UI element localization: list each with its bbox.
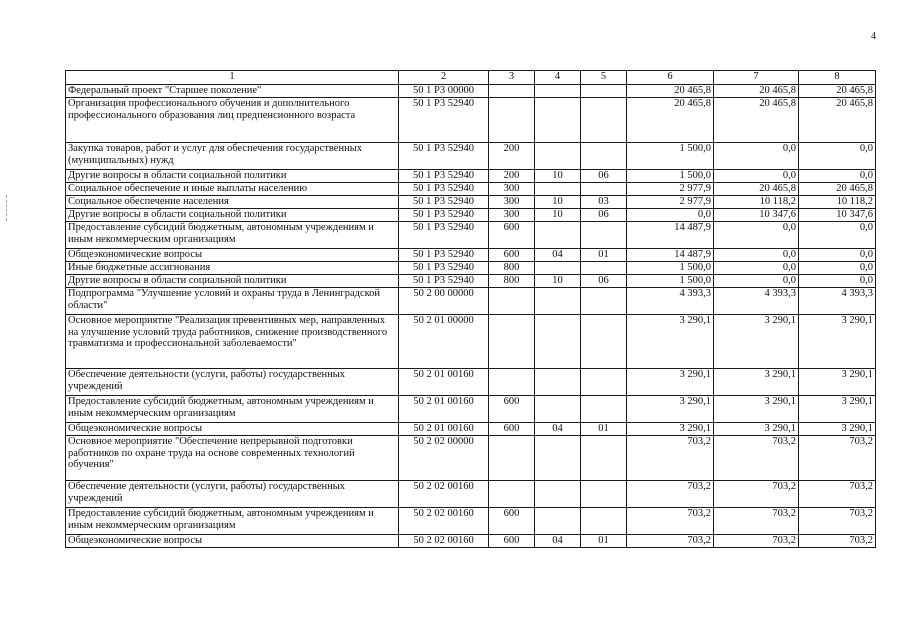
amount-year3-cell: 0,0 — [799, 222, 876, 249]
target-article-cell: 50 1 P3 52940 — [399, 275, 489, 288]
column-header: 6 — [627, 71, 714, 85]
section-cell — [535, 85, 581, 98]
amount-year2-cell: 10 118,2 — [714, 196, 799, 209]
amount-year1-cell: 703,2 — [627, 481, 714, 508]
expense-type-cell: 300 — [489, 183, 535, 196]
target-article-cell: 50 1 P3 52940 — [399, 98, 489, 143]
target-article-cell: 50 1 P3 52940 — [399, 249, 489, 262]
column-header: 8 — [799, 71, 876, 85]
section-cell — [535, 396, 581, 423]
row-name-cell: Иные бюджетные ассигнования — [66, 262, 399, 275]
row-name-cell: Федеральный проект "Старшее поколение" — [66, 85, 399, 98]
section-cell — [535, 369, 581, 396]
column-header: 4 — [535, 71, 581, 85]
section-cell — [535, 262, 581, 275]
expense-type-cell: 800 — [489, 275, 535, 288]
expense-type-cell: 600 — [489, 508, 535, 535]
target-article-cell: 50 1 P3 52940 — [399, 196, 489, 209]
amount-year1-cell: 1 500,0 — [627, 143, 714, 170]
subsection-cell — [581, 98, 627, 143]
row-name-cell: Общеэкономические вопросы — [66, 535, 399, 548]
amount-year3-cell: 0,0 — [799, 249, 876, 262]
row-name-cell: Закупка товаров, работ и услуг для обеспечения государственных (муниципальных) нужд — [66, 143, 399, 170]
table-row — [66, 170, 876, 183]
amount-year2-cell: 4 393,3 — [714, 288, 799, 315]
target-article-cell: 50 1 P3 52940 — [399, 143, 489, 170]
subsection-cell — [581, 369, 627, 396]
subsection-cell — [581, 85, 627, 98]
amount-year2-cell: 10 347,6 — [714, 209, 799, 222]
page-number: 4 — [871, 31, 876, 42]
amount-year2-cell: 703,2 — [714, 508, 799, 535]
table-row — [66, 209, 876, 222]
target-article-cell: 50 2 02 00160 — [399, 508, 489, 535]
table-row — [66, 85, 876, 98]
section-cell — [535, 481, 581, 508]
amount-year2-cell: 703,2 — [714, 436, 799, 481]
amount-year2-cell: 0,0 — [714, 170, 799, 183]
section-cell: 10 — [535, 209, 581, 222]
expense-type-cell: 300 — [489, 196, 535, 209]
amount-year3-cell: 0,0 — [799, 170, 876, 183]
column-header: 7 — [714, 71, 799, 85]
amount-year3-cell: 3 290,1 — [799, 315, 876, 369]
amount-year1-cell: 0,0 — [627, 209, 714, 222]
amount-year1-cell: 703,2 — [627, 436, 714, 481]
amount-year3-cell: 3 290,1 — [799, 396, 876, 423]
amount-year3-cell: 0,0 — [799, 262, 876, 275]
budget-table — [65, 70, 876, 548]
table-row — [66, 222, 876, 249]
amount-year1-cell: 14 487,9 — [627, 249, 714, 262]
amount-year1-cell: 703,2 — [627, 508, 714, 535]
amount-year1-cell: 3 290,1 — [627, 423, 714, 436]
table-row — [66, 396, 876, 423]
section-cell: 04 — [535, 535, 581, 548]
table-row — [66, 275, 876, 288]
subsection-cell: 06 — [581, 170, 627, 183]
subsection-cell — [581, 288, 627, 315]
amount-year1-cell: 2 977,9 — [627, 196, 714, 209]
amount-year3-cell: 0,0 — [799, 275, 876, 288]
target-article-cell: 50 2 00 00000 — [399, 288, 489, 315]
section-cell: 10 — [535, 170, 581, 183]
amount-year1-cell: 3 290,1 — [627, 369, 714, 396]
target-article-cell: 50 1 P3 52940 — [399, 209, 489, 222]
table-row — [66, 508, 876, 535]
amount-year1-cell: 3 290,1 — [627, 315, 714, 369]
amount-year3-cell: 703,2 — [799, 436, 876, 481]
table-row — [66, 98, 876, 143]
amount-year2-cell: 0,0 — [714, 222, 799, 249]
target-article-cell: 50 1 P3 00000 — [399, 85, 489, 98]
table-row — [66, 183, 876, 196]
section-cell: 04 — [535, 249, 581, 262]
amount-year1-cell: 14 487,9 — [627, 222, 714, 249]
expense-type-cell: 200 — [489, 170, 535, 183]
column-header: 2 — [399, 71, 489, 85]
subsection-cell — [581, 143, 627, 170]
expense-type-cell — [489, 85, 535, 98]
row-name-cell: Другие вопросы в области социальной политики — [66, 275, 399, 288]
target-article-cell: 50 2 01 00000 — [399, 315, 489, 369]
expense-type-cell — [489, 481, 535, 508]
row-name-cell: Общеэкономические вопросы — [66, 249, 399, 262]
amount-year2-cell: 20 465,8 — [714, 85, 799, 98]
amount-year2-cell: 0,0 — [714, 275, 799, 288]
expense-type-cell: 600 — [489, 396, 535, 423]
amount-year2-cell: 20 465,8 — [714, 183, 799, 196]
subsection-cell — [581, 396, 627, 423]
column-header: 1 — [66, 71, 399, 85]
subsection-cell: 01 — [581, 249, 627, 262]
amount-year1-cell: 3 290,1 — [627, 396, 714, 423]
target-article-cell: 50 2 02 00160 — [399, 481, 489, 508]
table-row — [66, 249, 876, 262]
section-cell — [535, 222, 581, 249]
target-article-cell: 50 1 P3 52940 — [399, 183, 489, 196]
subsection-cell: 06 — [581, 275, 627, 288]
expense-type-cell — [489, 315, 535, 369]
amount-year1-cell: 1 500,0 — [627, 262, 714, 275]
target-article-cell: 50 2 01 00160 — [399, 423, 489, 436]
row-name-cell: Социальное обеспечение населения — [66, 196, 399, 209]
table-row — [66, 423, 876, 436]
subsection-cell — [581, 222, 627, 249]
subsection-cell: 03 — [581, 196, 627, 209]
target-article-cell: 50 1 P3 52940 — [399, 170, 489, 183]
expense-type-cell — [489, 98, 535, 143]
amount-year2-cell: 703,2 — [714, 535, 799, 548]
table-row — [66, 143, 876, 170]
target-article-cell: 50 1 P3 52940 — [399, 222, 489, 249]
target-article-cell: 50 2 01 00160 — [399, 396, 489, 423]
row-name-cell: Предоставление субсидий бюджетным, автономным учреждениям и иным некоммерческим организациям — [66, 508, 399, 535]
subsection-cell — [581, 183, 627, 196]
amount-year3-cell: 20 465,8 — [799, 183, 876, 196]
target-article-cell: 50 1 P3 52940 — [399, 262, 489, 275]
expense-type-cell: 600 — [489, 423, 535, 436]
amount-year3-cell: 3 290,1 — [799, 423, 876, 436]
table-row — [66, 315, 876, 369]
row-name-cell: Обеспечение деятельности (услуги, работы) государственных учреждений — [66, 369, 399, 396]
amount-year3-cell: 703,2 — [799, 508, 876, 535]
amount-year2-cell: 20 465,8 — [714, 98, 799, 143]
row-name-cell: Основное мероприятие "Обеспечение непрерывной подготовки работников по охране труда на основе современных технологий обучения" — [66, 436, 399, 481]
subsection-cell — [581, 262, 627, 275]
amount-year2-cell: 3 290,1 — [714, 369, 799, 396]
row-name-cell: Другие вопросы в области социальной политики — [66, 209, 399, 222]
expense-type-cell: 600 — [489, 535, 535, 548]
section-cell — [535, 143, 581, 170]
column-number-row — [66, 71, 876, 85]
row-name-cell: Подпрограмма "Улучшение условий и охраны труда в Ленинградской области" — [66, 288, 399, 315]
section-cell: 04 — [535, 423, 581, 436]
amount-year3-cell: 0,0 — [799, 143, 876, 170]
amount-year3-cell: 4 393,3 — [799, 288, 876, 315]
amount-year3-cell: 20 465,8 — [799, 85, 876, 98]
subsection-cell: 01 — [581, 423, 627, 436]
table-row — [66, 262, 876, 275]
subsection-cell: 06 — [581, 209, 627, 222]
amount-year1-cell: 1 500,0 — [627, 170, 714, 183]
amount-year3-cell: 20 465,8 — [799, 98, 876, 143]
expense-type-cell — [489, 369, 535, 396]
amount-year1-cell: 1 500,0 — [627, 275, 714, 288]
amount-year2-cell: 0,0 — [714, 143, 799, 170]
amount-year2-cell: 0,0 — [714, 262, 799, 275]
table-row — [66, 288, 876, 315]
section-cell — [535, 98, 581, 143]
amount-year3-cell: 10 347,6 — [799, 209, 876, 222]
target-article-cell: 50 2 01 00160 — [399, 369, 489, 396]
row-name-cell: Основное мероприятие "Реализация превентивных мер, направленных на улучшение условий труда работников, снижение производственного травматизма и профессиональной заболеваемости" — [66, 315, 399, 369]
amount-year2-cell: 3 290,1 — [714, 396, 799, 423]
amount-year3-cell: 703,2 — [799, 535, 876, 548]
subsection-cell — [581, 315, 627, 369]
amount-year1-cell: 20 465,8 — [627, 98, 714, 143]
amount-year1-cell: 703,2 — [627, 535, 714, 548]
column-header: 3 — [489, 71, 535, 85]
column-header: 5 — [581, 71, 627, 85]
table-row — [66, 535, 876, 548]
section-cell — [535, 508, 581, 535]
section-cell — [535, 183, 581, 196]
table-row — [66, 369, 876, 396]
expense-type-cell — [489, 436, 535, 481]
target-article-cell: 50 2 02 00000 — [399, 436, 489, 481]
target-article-cell: 50 2 02 00160 — [399, 535, 489, 548]
section-cell — [535, 288, 581, 315]
expense-type-cell: 200 — [489, 143, 535, 170]
row-name-cell: Социальное обеспечение и иные выплаты населению — [66, 183, 399, 196]
section-cell — [535, 315, 581, 369]
amount-year2-cell: 703,2 — [714, 481, 799, 508]
amount-year2-cell: 3 290,1 — [714, 315, 799, 369]
row-name-cell: Предоставление субсидий бюджетным, автономным учреждениям и иным некоммерческим организациям — [66, 222, 399, 249]
amount-year1-cell: 2 977,9 — [627, 183, 714, 196]
subsection-cell — [581, 481, 627, 508]
section-cell: 10 — [535, 275, 581, 288]
amount-year3-cell: 703,2 — [799, 481, 876, 508]
expense-type-cell: 600 — [489, 249, 535, 262]
row-name-cell: Обеспечение деятельности (услуги, работы) государственных учреждений — [66, 481, 399, 508]
table-row — [66, 481, 876, 508]
amount-year3-cell: 3 290,1 — [799, 369, 876, 396]
row-name-cell: Общеэкономические вопросы — [66, 423, 399, 436]
expense-type-cell: 300 — [489, 209, 535, 222]
section-cell — [535, 436, 581, 481]
amount-year3-cell: 10 118,2 — [799, 196, 876, 209]
row-name-cell: Организация профессионального обучения и дополнительного профессионального образования лиц предпенсионного возраста — [66, 98, 399, 143]
margin-mark — [6, 195, 7, 221]
expense-type-cell: 600 — [489, 222, 535, 249]
amount-year1-cell: 20 465,8 — [627, 85, 714, 98]
expense-type-cell — [489, 288, 535, 315]
amount-year2-cell: 3 290,1 — [714, 423, 799, 436]
subsection-cell — [581, 508, 627, 535]
row-name-cell: Предоставление субсидий бюджетным, автономным учреждениям и иным некоммерческим организациям — [66, 396, 399, 423]
expense-type-cell: 800 — [489, 262, 535, 275]
table-row — [66, 436, 876, 481]
row-name-cell: Другие вопросы в области социальной политики — [66, 170, 399, 183]
table-row — [66, 196, 876, 209]
subsection-cell — [581, 436, 627, 481]
section-cell: 10 — [535, 196, 581, 209]
subsection-cell: 01 — [581, 535, 627, 548]
amount-year1-cell: 4 393,3 — [627, 288, 714, 315]
amount-year2-cell: 0,0 — [714, 249, 799, 262]
